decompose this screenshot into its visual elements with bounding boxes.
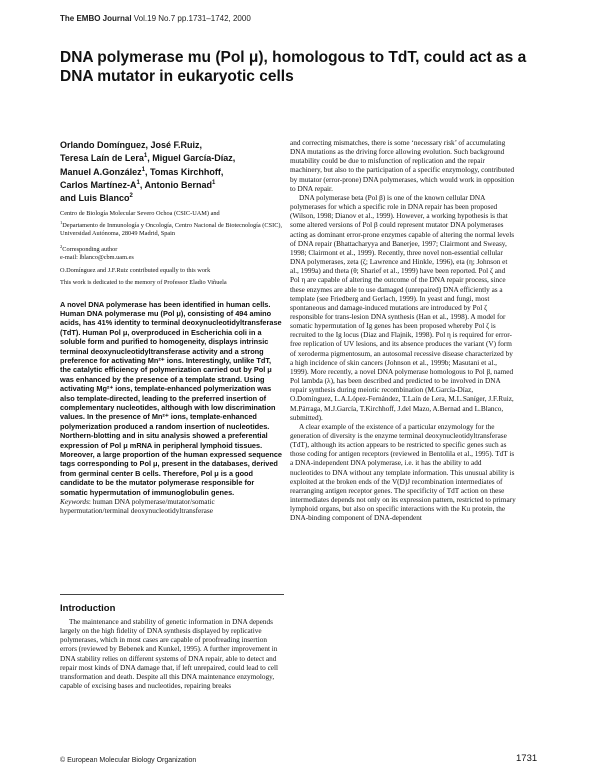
author-sup: 1	[143, 153, 148, 160]
affiliation-main: Centro de Biología Molecular Severo Ochoa (CSIC-UAM) and	[60, 210, 220, 218]
running-head	[60, 14, 251, 23]
journal-name: The EMBO Journal	[60, 14, 132, 23]
body-paragraph: A clear example of the existence of a particular enzymology for the generation of diversity is the enzyme terminal deoxynucleotidyltransferase (TdT), although its action appears to be restricted to specific genes such as those coding for antigen receptors (reviewed in Bentolila et al., 1995). TdT is a DNA-independent DNA polymerase, i.e. it has the ability to add nucleotides to DNA without any template information. This unusual ability is exploited at the broken ends of the V(D)J recombination intermediates of rearranging antigen receptor genes. The specificity of TdT action on these intermediates depends not only on its expression pattern, restricted to primary lymphoid organs, but also on specific interactions with the Ku protein, the DNA-binding component of DNA-dependent	[290, 422, 516, 523]
corresponding-sup: 2	[60, 243, 63, 249]
body-paragraph: DNA polymerase beta (Pol β) is one of the known cellular DNA polymerases for which a specific role in DNA repair has been proposed (Wilson, 1998; Dianov et al., 1999). However, a working hypothesis is that some altered versions of Pol β could represent mutator DNA polymerases acting as dominant error-prone enzymes capable of altering the normal levels of DNA repair (Bhattacharyya and Banerjee, 1997; Clairmont and Sweasy, 1998; Clairmont et al., 1999). Recently, three novel non-essential cellular DNA polymerases, zeta (ζ; Lawrence and Hinkle, 1996), eta (η; Johnson et al., 1999a) and theta (θ; Sharief et al., 1999) have been reported. Pol ζ and Pol η are capable of altering the outcome of the DNA repair process, since these enzymes are able to use damaged (unrepaired) DNA efficiently as a template (see Friedberg and Gerlach, 1999). In yeast and fungi, most spontaneous and damage-induced mutations are introduced by Pol ζ responsible for trans-lesion DNA synthesis (Han et al., 1998). A model for somatic hypermutation of Ig genes has been proposed whereby Pol ζ is recruited to the Ig locus (Diaz and Flajnik, 1998). Pol η is required for error-free replication of UV lesions, and its absence produces the variant (V) form of xeroderma pigmentosum, an autosomal recessive disease characterized by a high incidence of skin cancers (Johnson et al., 1999b; Masutani et al., 1999). More recently, a novel DNA polymerase homologous to Pol β, named Pol lambda (λ), has been described and predicted to be involved in DNA repair synthesis during meiotic recombination (M.García-Díaz, O.Domínguez, L.A.López-Fernández, T.Laín de Lera, M.L.Saníger, J.F.Ruiz, M.Párraga, M.J.García, T.Kirchhoff, J.del Mazo, A.Bernad and L.Blanco, submitted).	[290, 193, 515, 422]
body-paragraph: and correcting mismatches, there is some ‘necessary risk’ of accumulating DNA mutations as the driving force allowing evolution. Such background mutability could be due to misfunction of replication and the repair machinery, but also to the participation of a specific enzymology, contributed by mutator (error-prone) DNA polymerases, which would work in opposition to DNA repair.	[290, 139, 515, 193]
keywords-text: : human DNA polymerase/mutator/somatic hypermutation/terminal deoxynucleotidyltransferase	[60, 497, 215, 516]
right-column	[290, 139, 516, 524]
author: Teresa Laín de Lera	[60, 153, 144, 164]
section-divider	[60, 594, 284, 595]
author: , Tomas Kirchhoff,	[145, 166, 224, 177]
corresponding-label: Corresponding author	[62, 245, 118, 253]
author-list	[60, 140, 284, 204]
affiliation	[60, 210, 284, 238]
affiliation-dept: Departamento de Inmunología y Oncología, Centro Nacional de Biotecnología (CSIC), Universidad Autónoma, 28049 Madrid, Spain	[60, 221, 283, 238]
journal-details: Vol.19 No.7 pp.1731–1742, 2000	[131, 14, 251, 23]
author: José F.Ruiz,	[150, 140, 203, 150]
page-number: 1731	[516, 753, 538, 764]
author: Manuel A.González	[60, 166, 142, 177]
author-sup: 1	[212, 179, 216, 186]
left-column	[60, 140, 284, 515]
author: , Miguel García-Díaz,	[147, 153, 236, 164]
author: Carlos Martínez-A	[60, 179, 137, 190]
author-sup: 1	[141, 166, 146, 173]
section-heading-introduction: Introduction	[60, 603, 116, 614]
author: , Antonio Bernad	[139, 179, 213, 190]
equal-contribution: O.Domínguez and J.F.Ruiz contributed equally to this work	[60, 266, 211, 274]
dedication: This work is dedicated to the memory of Professor Eladio Viñuela	[60, 279, 227, 287]
paper-title: DNA polymerase mu (Pol μ), homologous to TdT, could act as a DNA mutator in eukaryotic cells	[60, 49, 527, 85]
affiliation-sup: 1	[60, 219, 63, 225]
intro-paragraph-1: The maintenance and stability of genetic information in DNA depends largely on the high fidelity of DNA synthesis displayed by replicative polymerases, which in most cases are capable of proofreading insertion errors (reviewed by Bebenek and Kunkel, 1995). A further improvement in DNA stability relies on different systems of DNA repair, able to detect and repair most kinds of DNA damage that, if left unrepaired, could lead to cell transformation and death. Despite all this DNA maintenance enzymology, capable of excising bases and nucleotides, repairing breaks	[60, 618, 279, 691]
keywords-label: Keywords	[60, 497, 89, 507]
corresponding-author	[60, 243, 284, 263]
author: Orlando Domínguez,	[60, 140, 151, 150]
author-sup: 1	[136, 179, 140, 186]
author-sup: 2	[129, 193, 133, 200]
keywords	[60, 497, 284, 515]
author-email: e-mail: lblanco@cbm.uam.es	[60, 254, 134, 262]
copyright-footer: © European Molecular Biology Organization	[60, 757, 197, 764]
author: and Luis Blanco	[60, 193, 130, 204]
abstract: A novel DNA polymerase has been identified in human cells. Human DNA polymerase mu (Pol μ), consisting of 494 amino acids, has 41% identity to terminal deoxynucleotidyltransferase (TdT). Human Pol μ, overproduced in Escherichia coli in a soluble form and purified to homogeneity, displays intrinsic terminal deoxynucleotidyltransferase activity and a strong preference for activating Mn²⁺ ions. Interestingly, unlike TdT, the catalytic efficiency of polymerization carried out by Pol μ was enhanced by the presence of a template strand. Using activating Mg²⁺ ions, template-enhanced polymerization was also template-directed, leading to the preferred insertion of complementary nucleotides, although with low discrimination values. In the presence of Mn²⁺ ions, template-enhanced polymerization produced a random insertion of nucleotides. Northern-blotting and in situ analysis showed a preferential expression of Pol μ mRNA in peripheral lymphoid tissues. Moreover, a large proportion of the human expressed sequence tags corresponding to Pol μ, present in the databases, derived from germinal center B cells. Therefore, Pol μ is a good candidate to be the mutator polymerase responsible for somatic hypermutation of immunoglobulin genes.	[60, 299, 283, 497]
